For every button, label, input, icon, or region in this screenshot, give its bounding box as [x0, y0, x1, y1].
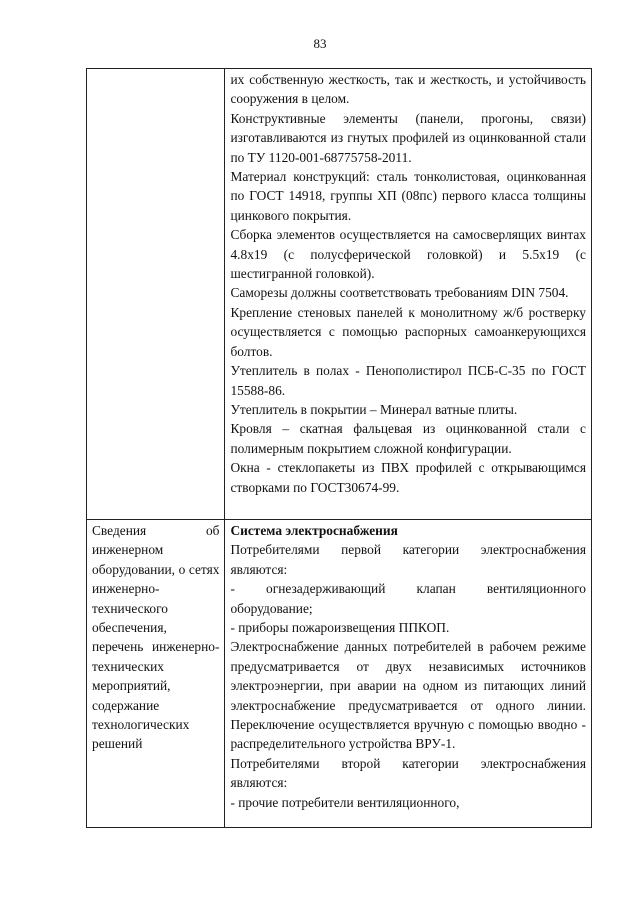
paragraph: Саморезы должны соответствовать требованиям DIN 7504. — [230, 285, 569, 301]
table-row — [87, 69, 592, 520]
paragraph: Потребителями второй категории электроснабжения являются: — [230, 755, 586, 791]
paragraph: Крепление стеновых панелей к монолитному ж/б ростверку осуществляется с помощью распорных самоанкерующихся болтов. — [230, 304, 586, 359]
paragraph: Сборка элементов осуществляется на самосверлящих винтах 4.8х19 (с полусферической головкой) и 5.5х19 (с шестигранной головкой). — [230, 227, 586, 282]
paragraph: - огнезадерживающий клапан вентиляционного оборудование; — [230, 581, 586, 616]
paragraph: Окна - стеклопакеты из ПВХ профилей с открывающимся створками по ГОСТ30674-99. — [230, 460, 586, 495]
row2-left-cell — [87, 520, 225, 828]
paragraph: Утеплитель в покрытии – Минерал ватные плиты. — [230, 401, 518, 417]
paragraph: Электроснабжение данных потребителей в рабочем режиме предусматривается от двух независимых источников электроэнергии, при аварии на одном из питающих линий электроснабжение предусматривается от одного линии. Переключение осуществляется вручную с помощью вводно - распределительного устройства ВРУ-1. — [230, 639, 586, 752]
paragraph: Кровля – скатная фальцевая из оцинкованной стали с полимерным покрытием сложной конфигурации. — [230, 421, 586, 456]
paragraph: Потребителями первой категории электроснабжения являются: — [230, 542, 586, 577]
paragraph: - приборы пожароизвещения ППКОП. — [230, 620, 450, 636]
document-table — [86, 68, 592, 828]
row1-left-cell — [87, 69, 225, 520]
page-number: 83 — [313, 36, 327, 51]
paragraph: их собственную жесткость, так и жесткость, и устойчивость сооружения в целом. — [230, 72, 586, 107]
table-row — [87, 520, 592, 828]
section-heading: Система электроснабжения — [230, 523, 398, 538]
row2-right-cell — [225, 520, 592, 828]
paragraph: - прочие потребители вентиляционного, — [230, 794, 460, 810]
row1-right-cell — [225, 69, 592, 520]
paragraph: Материал конструкций: сталь тонколистовая, оцинкованная по ГОСТ 14918, группы ХП (08пс) первого класса толщины цинкового покрытия. — [230, 169, 586, 223]
paragraph: Утеплитель в полах - Пенополистирол ПСБ-С-35 по ГОСТ 15588-86. — [230, 363, 586, 398]
section-label: Сведения об инженерном оборудовании, о сетях инженерно-технического обеспечения, перечень инженерно-технических мероприятий, содержание технологических решений — [92, 523, 220, 752]
paragraph: Конструктивные элементы (панели, прогоны, связи) изготавливаются из гнутых профилей из оцинкованной стали по ТУ 1120-001-68775758-2011. — [230, 110, 586, 165]
